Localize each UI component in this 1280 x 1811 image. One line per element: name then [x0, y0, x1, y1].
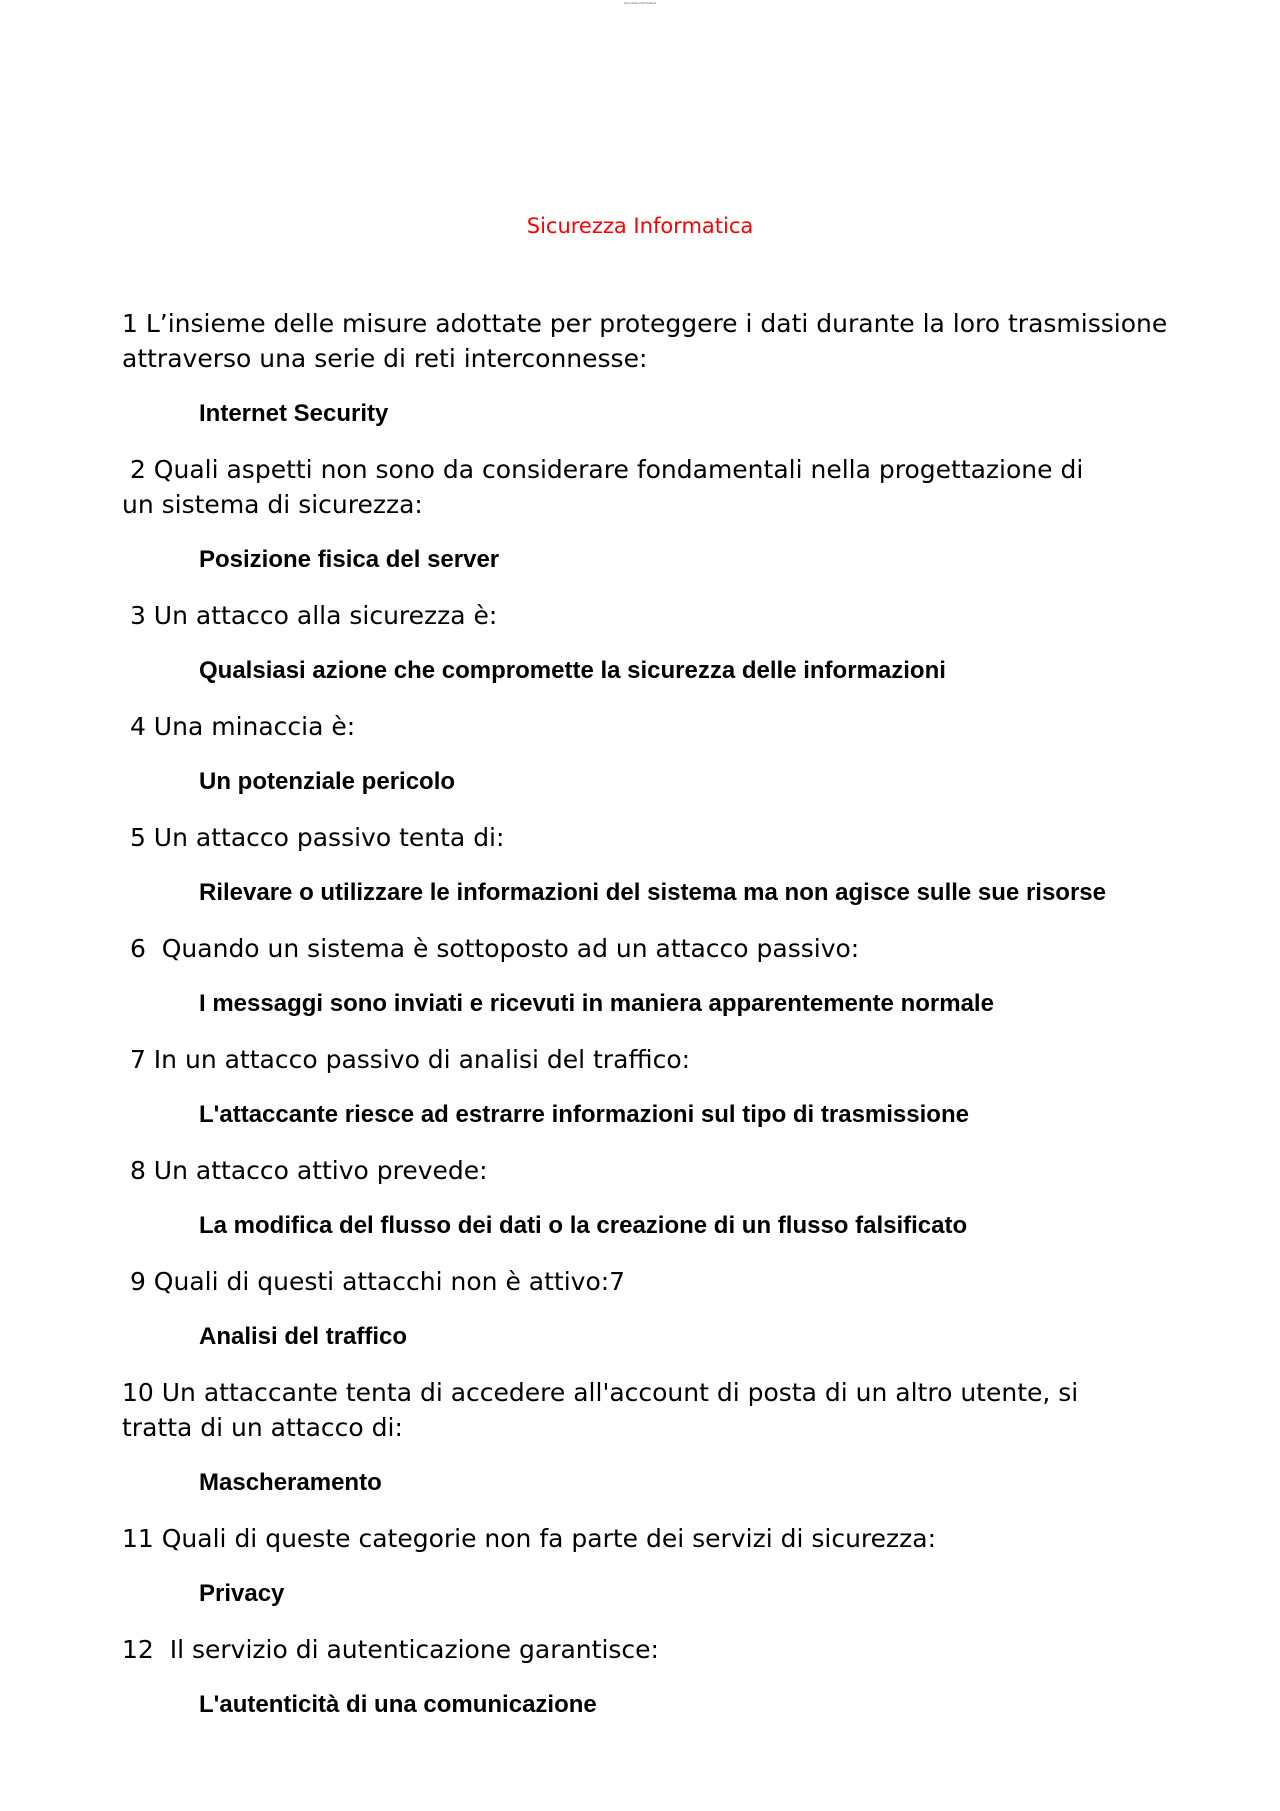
question-text: 10 Un attaccante tenta di accedere all'account di posta di un altro utente, si tratta di un attacco di:: [122, 1378, 1087, 1442]
question-list: [122, 306, 1212, 1743]
question-text: 6 Quando un sistema è sottoposto ad un attacco passivo:: [122, 934, 860, 963]
document-title: Sicurezza Informatica: [526, 214, 754, 238]
qa-item: [122, 1153, 1212, 1243]
answer-text: Un potenziale pericolo: [199, 768, 456, 795]
qa-item: [122, 1521, 1212, 1611]
qa-item: [122, 931, 1212, 1021]
answer-text: I messaggi sono inviati e ricevuti in maniera apparentemente normale: [199, 990, 994, 1017]
answer-text: Analisi del traffico: [199, 1323, 408, 1350]
question-text: 3 Un attacco alla sicurezza è:: [122, 601, 498, 630]
question-text: 2 Quali aspetti non sono da considerare fondamentali nella progettazione di un sistema di sicurezza:: [122, 455, 1092, 519]
question-text: 1 L’insieme delle misure adottate per proteggere i dati durante la loro trasmissione attraverso una serie di reti interconnesse:: [122, 309, 1176, 373]
qa-item: [122, 1042, 1212, 1132]
running-header: Sicurezza Informatica: [623, 1, 657, 5]
answer-text: La modifica del flusso dei dati o la creazione di un flusso falsificato: [199, 1212, 968, 1239]
question-text: 7 In un attacco passivo di analisi del traffico:: [122, 1045, 691, 1074]
qa-item: [122, 709, 1212, 799]
qa-item: [122, 1264, 1212, 1354]
question-text: 12 Il servizio di autenticazione garantisce:: [122, 1635, 659, 1664]
qa-item: [122, 598, 1212, 688]
question-text: 5 Un attacco passivo tenta di:: [122, 823, 505, 852]
answer-text: L'attaccante riesce ad estrarre informazioni sul tipo di trasmissione: [199, 1101, 969, 1128]
answer-text: Posizione fisica del server: [199, 546, 500, 573]
qa-item: [122, 1632, 1212, 1722]
answer-text: Qualsiasi azione che compromette la sicurezza delle informazioni: [199, 657, 946, 684]
question-text: 4 Una minaccia è:: [122, 712, 356, 741]
question-text: 8 Un attacco attivo prevede:: [122, 1156, 488, 1185]
answer-text: L'autenticità di una comunicazione: [199, 1691, 597, 1718]
question-text: 11 Quali di queste categorie non fa parte dei servizi di sicurezza:: [122, 1524, 937, 1553]
qa-item: [122, 1375, 1212, 1500]
qa-item: [122, 820, 1212, 910]
answer-text: Rilevare o utilizzare le informazioni del sistema ma non agisce sulle sue risorse: [199, 879, 1106, 906]
answer-text: Mascheramento: [199, 1469, 382, 1496]
answer-text: Internet Security: [199, 400, 389, 427]
answer-text: Privacy: [199, 1580, 285, 1607]
qa-item: [122, 306, 1212, 431]
question-text: 9 Quali di questi attacchi non è attivo:7: [122, 1267, 626, 1296]
qa-item: [122, 452, 1212, 577]
